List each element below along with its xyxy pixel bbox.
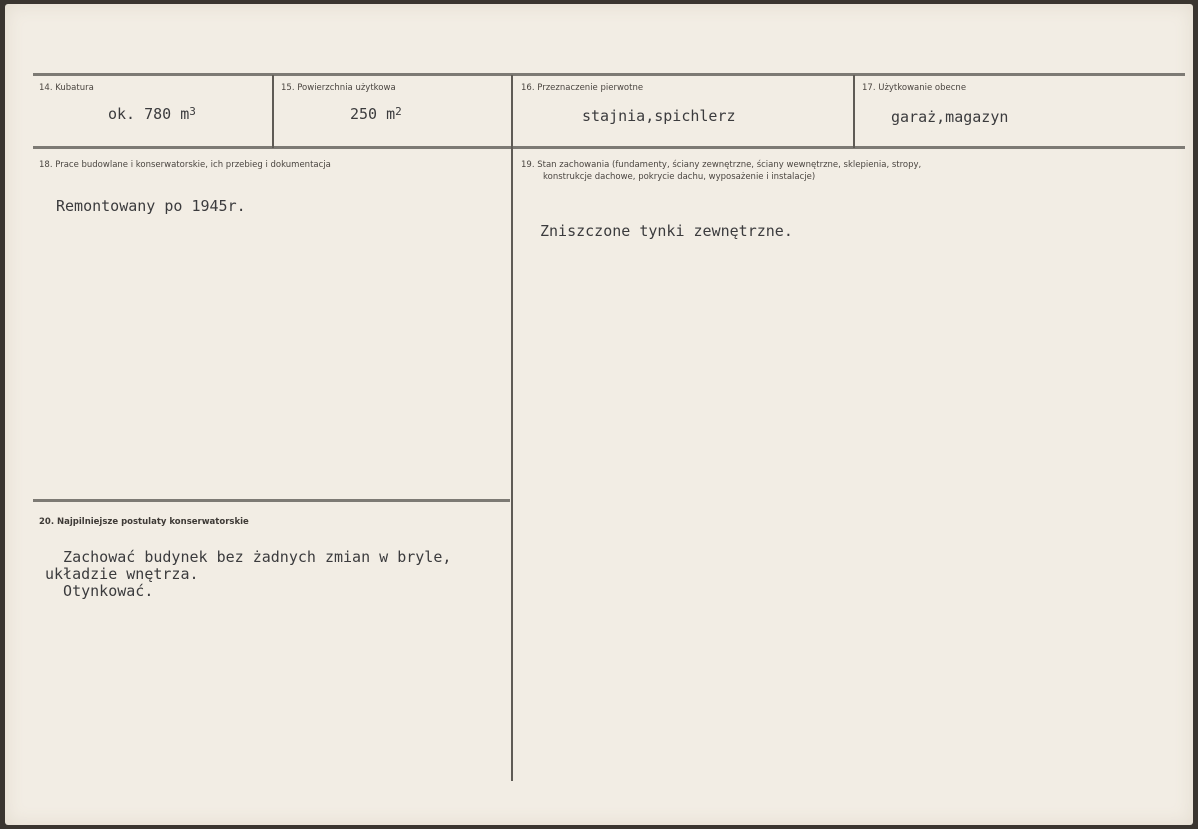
- field-15-value-sup: 2: [395, 105, 402, 118]
- field-14-value-text: ok. 780 m: [108, 105, 190, 123]
- top-rule: [33, 73, 1185, 76]
- field-15-value-text: 250 m: [350, 105, 396, 123]
- field-18-label: 18. Prace budowlane i konserwatorskie, ich przebieg i dokumentacja: [39, 160, 331, 170]
- field-19-value: Zniszczone tynki zewnętrzne.: [540, 222, 793, 240]
- field-17-label: 17. Użytkowanie obecne: [862, 83, 967, 93]
- col-divider-1: [272, 75, 274, 148]
- col-divider-3: [853, 75, 855, 148]
- field-20-value: Zachować budynek bez żadnych zmian w bryle, układzie wnętrza. Otynkować.: [45, 548, 452, 600]
- field-17-value: garaż,magazyn: [891, 108, 1009, 126]
- field-16-value: stajnia,spichlerz: [582, 107, 736, 125]
- field-18-value: Remontowany po 1945r.: [56, 197, 246, 215]
- col-divider-2: [511, 75, 513, 781]
- field-19-label-line-1: 19. Stan zachowania (fundamenty, ściany zewnętrzne, ściany wewnętrzne, sklepienia, stropy,: [521, 160, 922, 170]
- field-14-label: 14. Kubatura: [39, 83, 94, 93]
- section-divider: [33, 499, 510, 502]
- field-15-value: [350, 105, 402, 125]
- field-16-label: 16. Przeznaczenie pierwotne: [521, 83, 644, 93]
- record-card: [5, 4, 1193, 825]
- field-20-label: 20. Najpilniejsze postulaty konserwatorskie: [39, 517, 249, 527]
- field-14-value: [108, 105, 196, 125]
- row-divider: [33, 146, 1185, 149]
- field-15-label: 15. Powierzchnia użytkowa: [281, 83, 396, 93]
- field-14-value-sup: 3: [189, 105, 196, 118]
- field-19-label-line-2: konstrukcje dachowe, pokrycie dachu, wyposażenie i instalacje): [543, 172, 816, 182]
